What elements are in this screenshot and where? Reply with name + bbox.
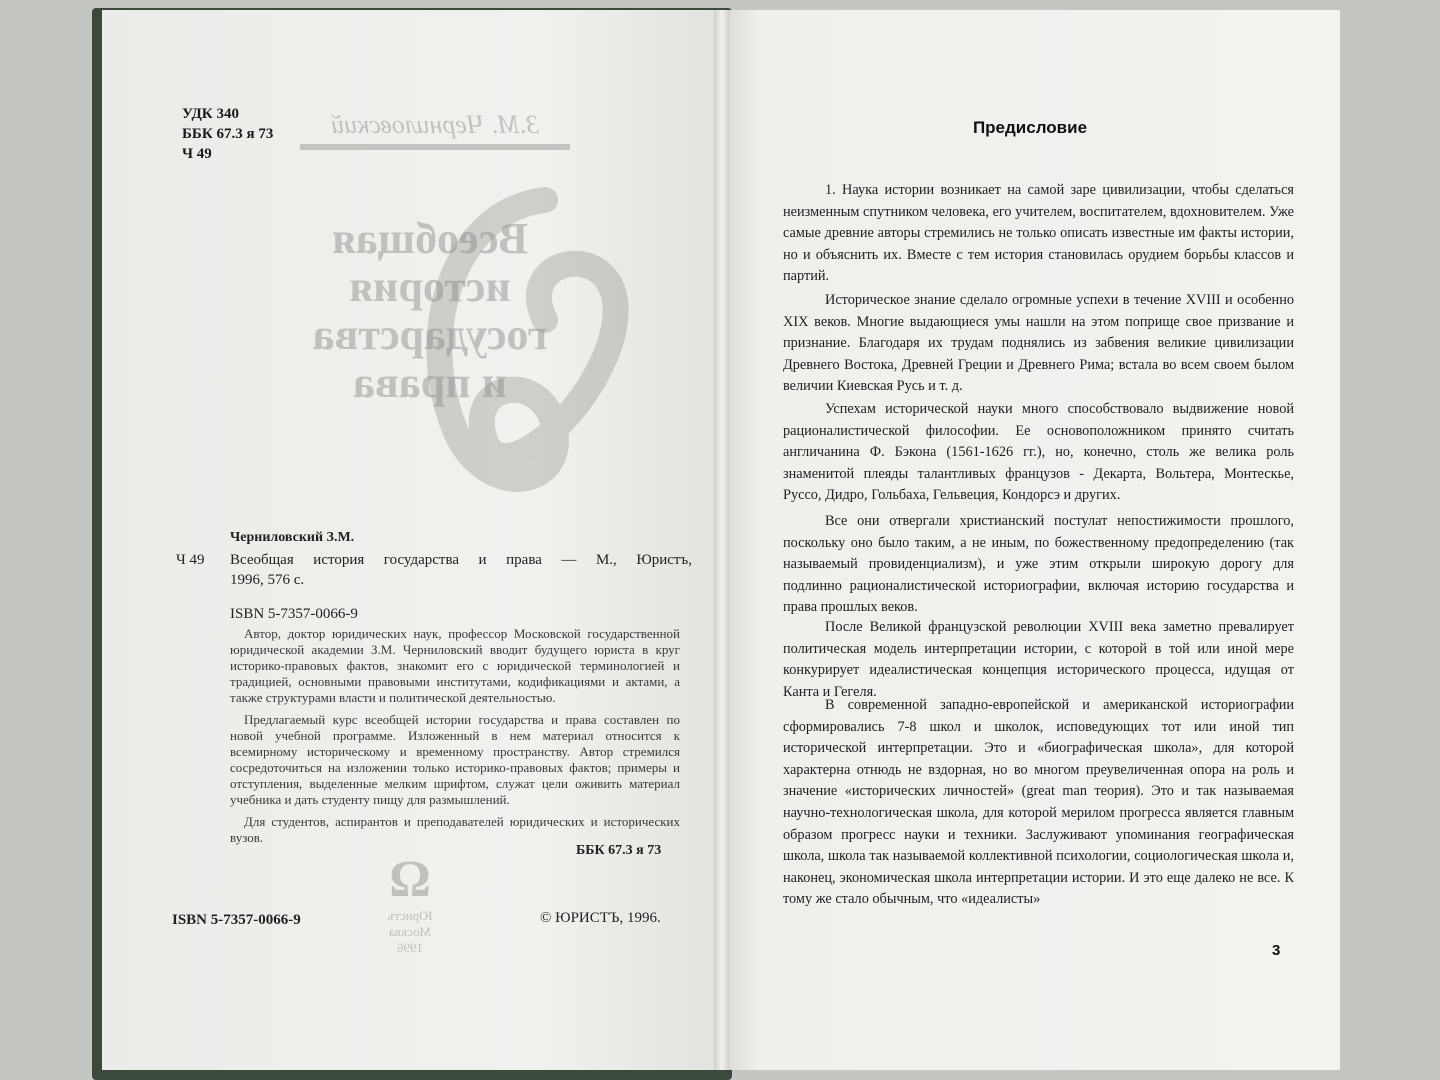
paragraph: 1. Наука истории возникает на самой заре цивилизации, чтобы сделаться неизменным спутником человека, его учителем, воспитателем, вдохновителем. Уже самые древние авторы стремились не только описать известные им факты истории, но и объяснить их. Вместе с тем история становилась орудием борьбы классов и партий. [783,182,1294,285]
bleed-through-author: З.М. Черниловский [300,110,570,150]
udk-code: УДК 340 [182,106,239,122]
paragraph: Успехам исторической науки много способствовало выдвижение новой рационалистической философии. Ее основоположником принято считать англичанина Ф. Бэкона (1561-1626 гг.), но, конечно, столь же велика роль знаменитой плеяды талантливых французов - Декарта, Вольтера, Монтескье, Руссо, Дидро, Гольбаха, Гельвеция, Кондорсэ и других. [783,401,1294,504]
record-code: Ч 49 [176,552,205,568]
book-gutter [714,10,730,1070]
annotation-paragraph: Для студентов, аспирантов и преподавателей юридических и исторических вузов. [230,814,680,845]
record-author: Черниловский З.М. [230,530,355,545]
bleed-through-logo: Ω Юристъ Москва 1996 [372,852,448,962]
bbk-footer: ББК 67.3 я 73 [576,843,662,858]
paragraph: Историческое знание сделало огромные успехи в течение XVIII и особенно XIX веков. Многие выдающиеся умы нашли на этом поприще свое призвание и признание. Благодаря их трудам поднялись из забвения великие цивилизации Древнего Востока, Древней Греции и Древнего Рима; встала во всем своем былом величии Киевская Русь и т. д. [783,292,1294,395]
record-title-line: Всеобщая история государства и права — М., Юристъ, [230,552,692,568]
annotation-paragraph: Предлагаемый курс всеобщей истории государства и права составлен по новой учебной программе. Изложенный в нем материал относится к всемирному историческому и временному пространству. Автор стремился сосредоточиться на изложении только историко-правовых фактов; примеры и отступления, выделенные мелким шрифтом, служат цели оживить материал учебника и дать студенту пищу для размышлений. [230,712,680,807]
record-pages-line: 1996, 576 с. [230,572,305,588]
bleed-through-monogram-icon [395,180,645,510]
bleed-through-title: Всеобщая история государства и права [312,214,548,407]
page-number: 3 [1272,942,1281,959]
copyright: © ЮРИСТЪ, 1996. [540,910,661,926]
record-isbn: ISBN 5-7357-0066-9 [230,606,358,622]
annotation-paragraph: Автор, доктор юридических наук, профессор Московской государственной юридической академии З.М. Черниловский вводит будущего юриста в круг историко-правовых фактов, знакомит его с юридической терминологией и традицией, основными правовыми институтами, кодификациями и актами, а также структурами власти и политической деятельностью. [230,626,680,705]
paragraph: В современной западно-европейской и американской историографии сформировались 7-8 школ и школок, исповедующих тот или иной тип исторической интерпретации. Это и «биографическая школа», для которой характерна отнюдь не вздорная, но во многом преувеличенная опора на роль и значение «исторических личностей» (great man теория). Это и так называемая научно-технологическая школа, для которой мерилом прогресса является главным образом прогресс науки и техники. Заслуживают упоминания географическая школа, школа так называемой коллективной психологии, социологическая школа и, наконец, экономическая школа интерпретации истории. И это еще далеко не все. К тому же стало обычным, что «идеалисты» [783,697,1294,908]
author-mark: Ч 49 [182,146,212,162]
annotation [230,626,680,846]
paragraph: Все они отвергали христианский постулат непостижимости прошлого, поскольку оно было таким, а не иным, по божественному предопределению (так называемый провиденциализм), и уже этим открыли широкую дорогу для подлинно рационалистической историографии, включая историю государства и права прошлых веков. [783,513,1294,616]
isbn-footer: ISBN 5-7357-0066-9 [172,912,301,928]
bbk-code: ББК 67.3 я 73 [182,126,274,142]
paragraph: После Великой французской революции XVIII века заметно превалирует политическая модель интерпретации истории, с которой в той или иной мере конкурирует идеалистическая концепция исторического процесса, идущая от Канта и Гегеля. [783,619,1294,700]
scales-logo-icon: Ω [389,851,431,908]
page-title: Предисловие [972,118,1088,137]
